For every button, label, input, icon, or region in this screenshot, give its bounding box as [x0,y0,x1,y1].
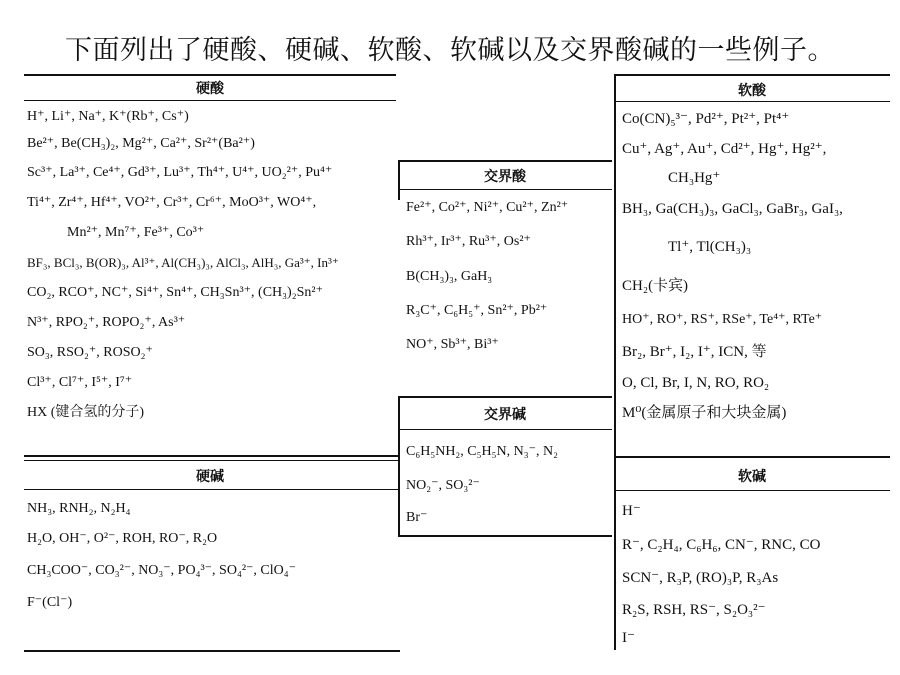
list-item: CH₂(卡宾) [622,278,689,294]
list-item: Tl⁺, Tl(CH₃)₃ [668,239,752,255]
hard-acids-list [27,104,399,428]
list-item: M⁰(金属原子和大块金属) [622,405,787,421]
list-item: Br⁻ [406,510,428,525]
rule [614,101,890,102]
list-item: Co(CN)₅³⁻, Pd²⁺, Pt²⁺, Pt⁴⁺ [622,111,790,127]
rule [24,74,396,76]
list-item: HO⁺, RO⁺, RS⁺, RSe⁺, Te⁴⁺, RTe⁺ [622,312,823,327]
rule [398,429,612,430]
soft-bases-list [622,494,890,650]
borderline-bases-header: 交界碱 [484,407,526,423]
borderline-acids-list [406,192,611,362]
list-item: N³⁺, RPO₂⁺, ROPO₂⁺, As³⁺ [27,315,186,330]
list-item: F⁻(Cl⁻) [27,595,73,610]
divider [398,396,400,536]
list-item: I⁻ [622,630,635,646]
list-item: NO₂⁻, SO₃²⁻ [406,478,480,493]
list-item: HX (键合氢的分子) [27,405,145,420]
list-item: Ti⁴⁺, Zr⁴⁺, Hf⁴⁺, VO²⁺, Cr³⁺, Cr⁶⁺, MoO³⁺, WO⁴⁺, [27,195,317,210]
list-item: Cu⁺, Ag⁺, Au⁺, Cd²⁺, Hg⁺, Hg²⁺, [622,141,827,157]
list-item: R⁻, C₂H₄, C₆H₆, CN⁻, RNC, CO [622,537,821,553]
soft-acids-list [622,104,890,428]
list-item: Cl³⁺, Cl⁷⁺, I⁵⁺, I⁷⁺ [27,375,133,390]
rule [614,74,890,76]
rule [24,455,400,457]
list-item: Rh³⁺, Ir³⁺, Ru³⁺, Os²⁺ [406,234,531,249]
list-item: SO₃, RSO₂⁺, ROSO₂⁺ [27,345,153,360]
list-item: H⁻ [622,503,641,519]
list-item: CO₂, RCO⁺, NC⁺, Si⁴⁺, Sn⁴⁺, CH₃Sn³⁺, (CH₃)₂Sn²⁺ [27,285,323,300]
list-item: Fe²⁺, Co²⁺, Ni²⁺, Cu²⁺, Zn²⁺ [406,200,569,215]
list-item: Sc³⁺, La³⁺, Ce⁴⁺, Gd³⁺, Lu³⁺, Th⁴⁺, U⁴⁺, UO₂²⁺, Pu⁴⁺ [27,165,333,180]
rule [398,396,612,398]
rule [24,460,400,461]
rule [24,650,400,652]
hard-bases-header: 硬碱 [196,469,224,485]
list-item: R₂S, RSH, RS⁻, S₂O₃²⁻ [622,602,766,618]
list-item: CH₃Hg⁺ [668,170,721,186]
list-item: O, Cl, Br, I, N, RO, RO₂ [622,375,770,391]
borderline-bases-list [406,434,611,534]
hard-bases-list [27,494,399,618]
list-item: R₃C⁺, C₆H₅⁺, Sn²⁺, Pb²⁺ [406,303,548,318]
divider [614,74,616,650]
rule [614,490,890,491]
list-item: CH₃COO⁻, CO₃²⁻, NO₃⁻, PO₄³⁻, SO₄²⁻, ClO₄⁻ [27,563,297,578]
list-item: SCN⁻, R₃P, (RO)₃P, R₃As [622,570,779,586]
rule [614,456,890,458]
rule [398,535,612,537]
soft-acids-header: 软酸 [738,83,766,99]
soft-bases-header: 软碱 [738,469,766,485]
list-item: BH₃, Ga(CH₃)₃, GaCl₃, GaBr₃, GaI₃, [622,201,843,217]
rule [398,189,612,190]
list-item: Be²⁺, Be(CH₃)₂, Mg²⁺, Ca²⁺, Sr²⁺(Ba²⁺) [27,136,255,151]
list-item: BF₃, BCl₃, B(OR)₃, Al³⁺, Al(CH₃)₃, AlCl₃, AlH₃, Ga³⁺, In³⁺ [27,255,339,270]
list-item: Br₂, Br⁺, I₂, I⁺, ICN, 等 [622,344,767,360]
list-item: B(CH₃)₃, GaH₃ [406,269,493,284]
rule [24,489,400,490]
borderline-acids-header: 交界酸 [484,169,526,185]
list-item: H₂O, OH⁻, O²⁻, ROH, RO⁻, R₂O [27,531,218,546]
list-item: H⁺, Li⁺, Na⁺, K⁺(Rb⁺, Cs⁺) [27,109,189,124]
rule [24,100,396,101]
list-item: Mn²⁺, Mn⁷⁺, Fe³⁺, Co³⁺ [67,225,205,240]
page-title: 下面列出了硬酸、硬碱、软酸、软碱以及交界酸碱的一些例子。 [65,35,835,66]
rule [398,160,612,162]
list-item: NO⁺, Sb³⁺, Bi³⁺ [406,337,499,352]
hard-acids-header: 硬酸 [196,81,224,97]
list-item: NH₃, RNH₂, N₂H₄ [27,501,131,516]
list-item: C₆H₅NH₂, C₅H₅N, N₃⁻, N₂ [406,444,559,459]
